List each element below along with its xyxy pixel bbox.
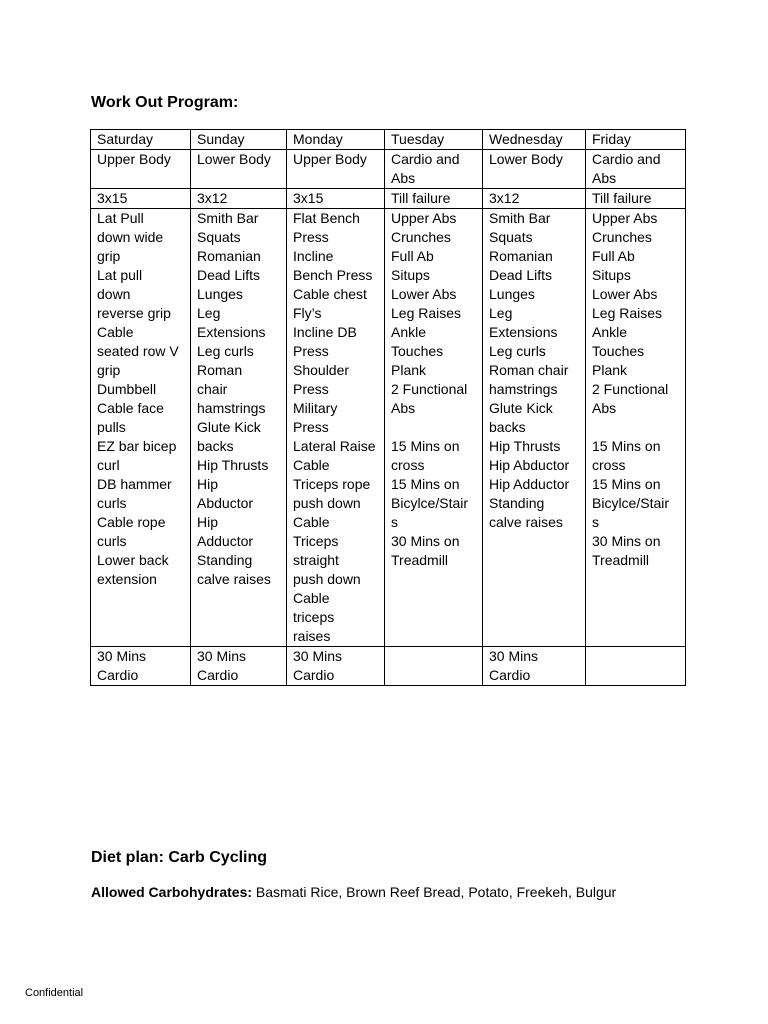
cell-line: Roman chair bbox=[489, 362, 569, 378]
cell-line: Crunches bbox=[592, 229, 652, 245]
cell-line: Press bbox=[293, 381, 329, 397]
cell-line: Upper Abs bbox=[592, 210, 658, 226]
exercises-cell bbox=[586, 209, 686, 647]
cell-line: curls bbox=[97, 533, 127, 549]
cell-line: Monday bbox=[293, 131, 343, 147]
cell-line: Upper Body bbox=[293, 151, 367, 167]
cell-line: Roman bbox=[197, 362, 243, 378]
day-header-cell bbox=[483, 130, 586, 150]
cell-line: Cardio bbox=[197, 667, 239, 683]
cell-line: Lower Body bbox=[489, 151, 563, 167]
cell-line: Extensions bbox=[197, 324, 266, 340]
cell-line: Lower Body bbox=[197, 151, 271, 167]
cell-line: cross bbox=[391, 457, 425, 473]
day-header-cell bbox=[191, 130, 287, 150]
cell-line: Leg Raises bbox=[592, 305, 663, 321]
cell-line: push down bbox=[293, 571, 361, 587]
focus-row bbox=[91, 150, 686, 189]
focus-cell bbox=[191, 150, 287, 189]
cell-line: Tuesday bbox=[391, 131, 445, 147]
cell-line: Lunges bbox=[489, 286, 535, 302]
day-header-cell bbox=[385, 130, 483, 150]
exercises-cell bbox=[91, 209, 191, 647]
cell-line: raises bbox=[293, 628, 331, 644]
cell-line: Cable bbox=[293, 590, 330, 606]
cell-line: Press bbox=[293, 343, 329, 359]
sets-cell bbox=[483, 189, 586, 209]
cell-line: Press bbox=[293, 419, 329, 435]
cell-line: Full Ab bbox=[391, 248, 434, 264]
cell-line: Lunges bbox=[197, 286, 243, 302]
cell-line: Dumbbell bbox=[97, 381, 157, 397]
cell-line: Press bbox=[293, 229, 329, 245]
cell-line: Friday bbox=[592, 131, 631, 147]
cell-line: Standing bbox=[489, 495, 545, 511]
cell-line: Hip bbox=[197, 514, 219, 530]
cell-line: Shoulder bbox=[293, 362, 350, 378]
cell-line: EZ bar bicep bbox=[97, 438, 177, 454]
cell-line: backs bbox=[489, 419, 526, 435]
allowed-carbs-list: Basmati Rice, Brown Reef Bread, Potato, Freekeh, Bulgur bbox=[252, 884, 617, 900]
cell-line: 15 Mins on bbox=[592, 438, 661, 454]
cardio-row bbox=[91, 647, 686, 686]
blank-line bbox=[391, 418, 480, 437]
cell-line: Incline DB bbox=[293, 324, 357, 340]
cell-line: Lat pull bbox=[97, 267, 143, 283]
cell-line: Leg bbox=[489, 305, 513, 321]
sets-cell bbox=[91, 189, 191, 209]
cell-line: Cable rope bbox=[97, 514, 166, 530]
focus-cell bbox=[385, 150, 483, 189]
cell-line: Dead Lifts bbox=[197, 267, 261, 283]
cardio-cell bbox=[483, 647, 586, 686]
cell-line: pulls bbox=[97, 419, 126, 435]
cell-line: Smith Bar bbox=[197, 210, 259, 226]
cell-line: Fly’s bbox=[293, 305, 322, 321]
cell-line: Plank bbox=[391, 362, 427, 378]
confidential-footer: Confidential bbox=[25, 987, 84, 999]
cell-line: 2 Functional bbox=[391, 381, 468, 397]
cell-line: Situps bbox=[391, 267, 430, 283]
cell-line: 3x12 bbox=[489, 190, 520, 206]
cell-line: Upper Abs bbox=[391, 210, 457, 226]
cell-line: Abs bbox=[391, 400, 416, 416]
cell-line: Wednesday bbox=[489, 131, 563, 147]
cell-line: Bicylce/Stair bbox=[391, 495, 469, 511]
cardio-cell bbox=[91, 647, 191, 686]
diet-plan-title: Diet plan: Carb Cycling bbox=[91, 849, 268, 866]
cell-line: extension bbox=[97, 571, 157, 587]
exercises-cell bbox=[483, 209, 586, 647]
cell-line: 3x12 bbox=[197, 190, 228, 206]
cell-line: 3x15 bbox=[293, 190, 324, 206]
cell-line: DB hammer bbox=[97, 476, 172, 492]
day-header-row bbox=[91, 130, 686, 150]
cell-line: 15 Mins on bbox=[391, 476, 460, 492]
cell-line: Ankle bbox=[592, 324, 628, 340]
sets-cell bbox=[385, 189, 483, 209]
cell-line: Leg bbox=[197, 305, 221, 321]
cell-line: Full Ab bbox=[592, 248, 635, 264]
cell-line: Cardio and bbox=[592, 151, 661, 167]
cell-line: Hip Abductor bbox=[489, 457, 570, 473]
cell-line: Cable chest bbox=[293, 286, 367, 302]
cell-line: Standing bbox=[197, 552, 253, 568]
cell-line: 2 Functional bbox=[592, 381, 669, 397]
cell-line: Bicylce/Stair bbox=[592, 495, 670, 511]
cell-line: triceps bbox=[293, 609, 335, 625]
exercises-row bbox=[91, 209, 686, 647]
focus-cell bbox=[287, 150, 385, 189]
cell-line: down bbox=[97, 286, 131, 302]
cell-line: calve raises bbox=[197, 571, 271, 587]
cell-line: Bench Press bbox=[293, 267, 373, 283]
cell-line: Cardio bbox=[293, 667, 335, 683]
cell-line: Triceps bbox=[293, 533, 339, 549]
cardio-cell bbox=[287, 647, 385, 686]
cell-line: 3x15 bbox=[97, 190, 128, 206]
cell-line: Abs bbox=[592, 170, 617, 186]
cell-line: Sunday bbox=[197, 131, 245, 147]
cell-line: Upper Body bbox=[97, 151, 171, 167]
cell-line: reverse grip bbox=[97, 305, 171, 321]
cell-line: Cable bbox=[293, 457, 330, 473]
focus-cell bbox=[91, 150, 191, 189]
cell-line: Abs bbox=[592, 400, 617, 416]
cell-line: Lat Pull bbox=[97, 210, 144, 226]
cell-line: 30 Mins on bbox=[391, 533, 460, 549]
cell-line: 30 Mins bbox=[197, 648, 247, 664]
cell-line: 15 Mins on bbox=[592, 476, 661, 492]
day-header-cell bbox=[91, 130, 191, 150]
cell-line: Squats bbox=[197, 229, 241, 245]
cell-line: Dead Lifts bbox=[489, 267, 553, 283]
cell-line: curl bbox=[97, 457, 120, 473]
day-header-cell bbox=[287, 130, 385, 150]
exercises-cell bbox=[191, 209, 287, 647]
cell-line: Abductor bbox=[197, 495, 254, 511]
cell-line: Glute Kick bbox=[489, 400, 553, 416]
cell-line: Military bbox=[293, 400, 338, 416]
cell-line: Leg curls bbox=[489, 343, 546, 359]
cell-line: Cardio bbox=[489, 667, 531, 683]
cell-line: Leg curls bbox=[197, 343, 254, 359]
cell-line: s bbox=[592, 514, 599, 530]
cell-line: Cable face bbox=[97, 400, 164, 416]
cell-line: 15 Mins on bbox=[391, 438, 460, 454]
cell-line: curls bbox=[97, 495, 127, 511]
cell-line: Extensions bbox=[489, 324, 558, 340]
cell-line: Touches bbox=[592, 343, 645, 359]
cell-line: Romanian bbox=[197, 248, 261, 264]
blank-line bbox=[592, 418, 683, 437]
cell-line: Hip Adductor bbox=[489, 476, 570, 492]
workout-table bbox=[90, 129, 686, 686]
cell-line: 30 Mins bbox=[489, 648, 539, 664]
cell-line: Lateral Raise bbox=[293, 438, 376, 454]
allowed-carbohydrates bbox=[91, 884, 616, 900]
cell-line: Hip Thrusts bbox=[489, 438, 561, 454]
cell-line: 30 Mins bbox=[97, 648, 147, 664]
cell-line: Saturday bbox=[97, 131, 154, 147]
cell-line: Hip bbox=[197, 476, 219, 492]
cell-line: Crunches bbox=[391, 229, 451, 245]
exercises-cell bbox=[385, 209, 483, 647]
cell-line: Squats bbox=[489, 229, 533, 245]
cell-line: calve raises bbox=[489, 514, 563, 530]
cell-line: 30 Mins bbox=[293, 648, 343, 664]
cell-line: Lower back bbox=[97, 552, 169, 568]
sets-cell bbox=[287, 189, 385, 209]
cell-line: seated row V bbox=[97, 343, 179, 359]
focus-cell bbox=[586, 150, 686, 189]
exercises-cell bbox=[287, 209, 385, 647]
cell-line: Romanian bbox=[489, 248, 553, 264]
cell-line: Ankle bbox=[391, 324, 427, 340]
cell-line: Cardio and bbox=[391, 151, 460, 167]
sets-cell bbox=[191, 189, 287, 209]
cell-line: down wide bbox=[97, 229, 164, 245]
cardio-cell bbox=[385, 647, 483, 686]
cell-line: Triceps rope bbox=[293, 476, 371, 492]
cell-line: Abs bbox=[391, 170, 416, 186]
allowed-carbs-label: Allowed Carbohydrates: bbox=[91, 884, 253, 900]
focus-cell bbox=[483, 150, 586, 189]
cell-line: backs bbox=[197, 438, 234, 454]
cell-line: hamstrings bbox=[489, 381, 558, 397]
cell-line: grip bbox=[97, 248, 121, 264]
cell-line: Hip Thrusts bbox=[197, 457, 269, 473]
cardio-cell bbox=[586, 647, 686, 686]
cell-line: Smith Bar bbox=[489, 210, 551, 226]
day-header-cell bbox=[586, 130, 686, 150]
cell-line: Lower Abs bbox=[592, 286, 658, 302]
cell-line: grip bbox=[97, 362, 121, 378]
cell-line: Treadmill bbox=[592, 552, 650, 568]
cell-line: 30 Mins on bbox=[592, 533, 661, 549]
cell-line: Touches bbox=[391, 343, 444, 359]
cell-line: Till failure bbox=[391, 190, 451, 206]
cell-line: hamstrings bbox=[197, 400, 266, 416]
cell-line: push down bbox=[293, 495, 361, 511]
workout-title: Work Out Program: bbox=[91, 94, 239, 111]
cell-line: Flat Bench bbox=[293, 210, 360, 226]
cell-line: Adductor bbox=[197, 533, 254, 549]
cell-line: cross bbox=[592, 457, 626, 473]
cell-line: Glute Kick bbox=[197, 419, 261, 435]
cell-line: Leg Raises bbox=[391, 305, 462, 321]
cell-line: Cable bbox=[293, 514, 330, 530]
cell-line: Till failure bbox=[592, 190, 652, 206]
sets-cell bbox=[586, 189, 686, 209]
sets-row bbox=[91, 189, 686, 209]
cardio-cell bbox=[191, 647, 287, 686]
cell-line: Plank bbox=[592, 362, 628, 378]
cell-line: Incline bbox=[293, 248, 334, 264]
cell-line: Cable bbox=[97, 324, 134, 340]
cell-line: straight bbox=[293, 552, 339, 568]
cell-line: chair bbox=[197, 381, 228, 397]
cell-line: Lower Abs bbox=[391, 286, 457, 302]
cell-line: Cardio bbox=[97, 667, 139, 683]
cell-line: Situps bbox=[592, 267, 631, 283]
cell-line: s bbox=[391, 514, 398, 530]
cell-line: Treadmill bbox=[391, 552, 449, 568]
